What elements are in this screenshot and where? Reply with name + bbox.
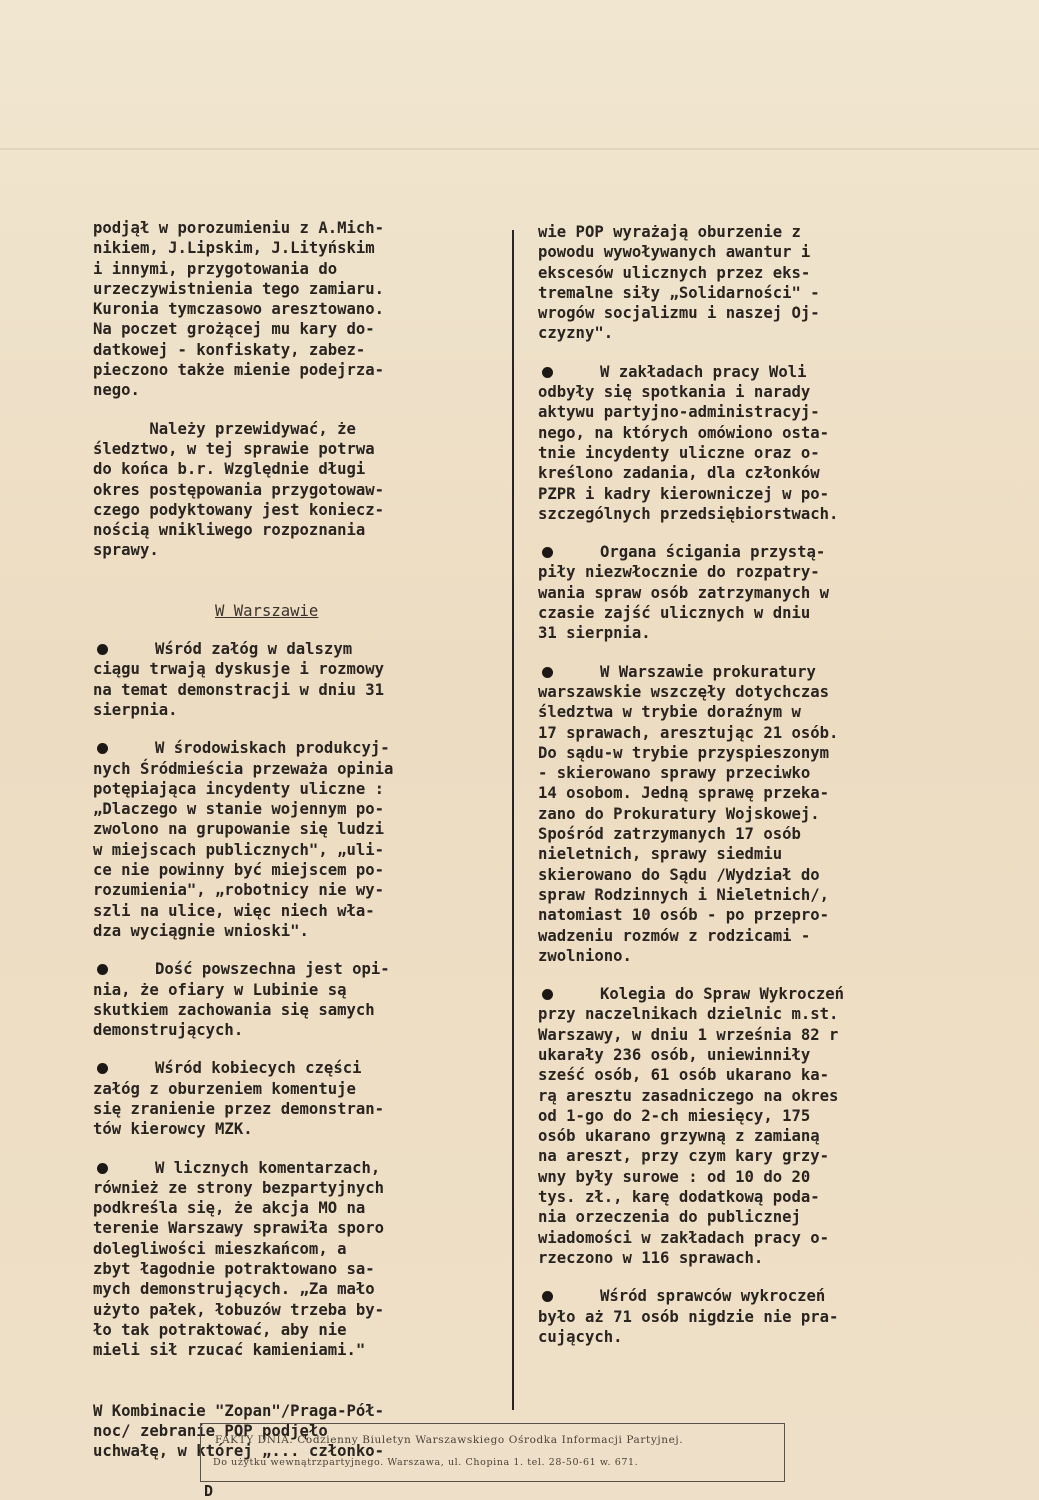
- text-line: przy naczelnikach dzielnic m.st.: [538, 1005, 839, 1024]
- bullet-icon: [542, 989, 553, 1000]
- left-para-2: [93, 419, 483, 561]
- text-line: nością wnikliwego rozpoznania: [93, 521, 366, 540]
- text-line: dza wyciągnie wnioski".: [93, 921, 309, 940]
- text-line: podkreśla się, że akcja MO na: [93, 1199, 366, 1218]
- text-line-content: Wśród sprawców wykroczeń: [553, 1287, 826, 1306]
- text-line: [538, 362, 928, 382]
- text-line: nego, na których omówiono osta-: [538, 423, 830, 442]
- text-line: skierowano do Sądu /Wydział do: [538, 865, 820, 884]
- text-line: Na poczet grożącej mu kary do-: [93, 320, 375, 339]
- text-line: kreślono zadania, dla członków: [538, 464, 820, 483]
- bullet-icon: [97, 964, 108, 975]
- text-line-content: W licznych komentarzach,: [108, 1158, 381, 1177]
- text-line: wrogów socjalizmu i naszej Oj-: [538, 304, 820, 323]
- text-line: nego.: [93, 381, 140, 400]
- text-line: ciągu trwają dyskusje i rozmowy: [93, 660, 385, 679]
- text-line: i innymi, przygotowania do: [93, 259, 338, 278]
- text-line: do końca b.r. Względnie długi: [93, 460, 366, 479]
- right-bullet-3: [538, 662, 928, 966]
- text-line: Warszawy, w dniu 1 września 82 r: [538, 1025, 839, 1044]
- paper-fold: [0, 148, 1039, 150]
- text-line: PZPR i kadry kierowniczej w po-: [538, 484, 830, 503]
- text-line: pieczono także mienie podejrza-: [93, 361, 385, 380]
- text-line: zano do Prokuratury Wojskowej.: [538, 804, 820, 823]
- text-line: nia, że ofiary w Lubinie są: [93, 980, 347, 999]
- right-bullet-2: [538, 542, 928, 643]
- text-line: wny były surowe : od 10 do 20: [538, 1167, 811, 1186]
- left-para-1: [93, 218, 483, 401]
- column-rule: [512, 230, 514, 1410]
- text-line: czasie zajść ulicznych w dniu: [538, 604, 811, 623]
- text-line: sprawy.: [93, 541, 159, 560]
- text-line: ekscesów ulicznych przez eks-: [538, 263, 811, 282]
- text-line: ukarały 236 osób, uniewinniły: [538, 1045, 811, 1064]
- text-line: okres postępowania przygotowaw-: [93, 480, 385, 499]
- text-line: użyto pałek, łobuzów trzeba by-: [93, 1300, 385, 1319]
- text-line: podjął w porozumieniu z A.Mich-: [93, 219, 385, 237]
- text-line: [93, 639, 483, 659]
- text-line: natomiast 10 osób - po przepro-: [538, 906, 830, 925]
- text-line: śledztwa w trybie doraźnym w: [538, 703, 801, 722]
- text-line: szczególnych przedsiębiorstwach.: [538, 504, 839, 523]
- text-line: zwolono na grupowanie się ludzi: [93, 820, 385, 839]
- text-line: mych demonstrujących. „Za mało: [93, 1280, 375, 1299]
- text-line: tys. zł., karę dodatkową poda-: [538, 1188, 820, 1207]
- text-line: W Kombinacie "Zopan"/Praga-Pół-: [93, 1401, 385, 1420]
- text-line: również ze strony bezpartyjnych: [93, 1178, 385, 1197]
- text-line: [538, 984, 928, 1004]
- text-line: noc/ zebranie POP podjęło: [93, 1421, 328, 1440]
- text-line: tnie incydenty uliczne oraz o-: [538, 443, 820, 462]
- text-line: [93, 1158, 483, 1178]
- text-line: demonstrujących.: [93, 1021, 244, 1040]
- left-bullet-1: [93, 639, 483, 720]
- right-bullet-1: [538, 362, 928, 524]
- text-line: [538, 1286, 928, 1306]
- text-line: [538, 542, 928, 562]
- bullet-icon: [542, 367, 553, 378]
- text-line-content: Wśród załóg w dalszym: [108, 640, 353, 659]
- text-line: czego podyktowany jest koniecz-: [93, 500, 385, 519]
- text-line: Kuronia tymczasowo aresztowano.: [93, 300, 385, 319]
- text-line: Należy przewidywać, że: [93, 419, 356, 438]
- right-para-1: [538, 222, 928, 344]
- text-line: śledztwo, w tej sprawie potrwa: [93, 439, 375, 458]
- footer-line-1: FAKTY DNIA. Codzienny Biuletyn Warszawskiego Ośrodka Informacji Partyjnej.: [215, 1434, 684, 1446]
- left-column: [93, 218, 483, 1461]
- text-line: na temat demonstracji w dniu 31: [93, 680, 385, 699]
- text-line: załóg z oburzeniem komentuje: [93, 1079, 356, 1098]
- text-line-content: Kolegia do Spraw Wykroczeń: [553, 985, 845, 1004]
- text-line-content: W Warszawie prokuratury: [553, 662, 816, 681]
- text-line: czyzny".: [538, 324, 614, 343]
- text-line: wania spraw osób zatrzymanych w: [538, 583, 830, 602]
- text-line-content: Organa ścigania przystą-: [553, 543, 826, 562]
- text-line-content: Dość powszechna jest opi-: [108, 960, 390, 979]
- left-bullet-4: [93, 1058, 483, 1139]
- text-line: rą aresztu zasadniczego na okres: [538, 1086, 839, 1105]
- text-line: nikiem, J.Lipskim, J.Lityńskim: [93, 239, 375, 258]
- text-line: osób ukarano grzywną z zamianą: [538, 1127, 820, 1146]
- text-line: [93, 1058, 483, 1078]
- text-line: nia orzeczenia do publicznej: [538, 1208, 801, 1227]
- text-line: spraw Rodzinnych i Nieletnich/,: [538, 885, 830, 904]
- text-line: cujących.: [538, 1327, 623, 1346]
- text-line: ło tak potraktować, aby nie: [93, 1320, 347, 1339]
- footer-imprint-box: [200, 1423, 785, 1482]
- text-line: od 1-go do 2-ch miesięcy, 175: [538, 1106, 811, 1125]
- text-line: odbyły się spotkania i narady: [538, 383, 811, 402]
- text-line: sześć osób, 61 osób ukarano ka-: [538, 1066, 830, 1085]
- text-line: - skierowano sprawy przeciwko: [538, 764, 811, 783]
- text-line: 31 sierpnia.: [538, 624, 651, 643]
- text-line: terenie Warszawy sprawiła sporo: [93, 1219, 385, 1238]
- text-line: skutkiem zachowania się samych: [93, 1000, 375, 1019]
- text-line: aktywu partyjno-administracyj-: [538, 403, 820, 422]
- text-line-content: W środowiskach produkcyj-: [108, 739, 390, 758]
- text-line: warszawskie wszczęły dotychczas: [538, 682, 830, 701]
- footer-line-2: Do użytku wewnątrzpartyjnego. Warszawa, ul. Chopina 1. tel. 28-50-61 w. 671.: [213, 1457, 639, 1468]
- text-line: wie POP wyrażają oburzenie z: [538, 223, 801, 241]
- text-line: [93, 738, 483, 758]
- left-bullet-5: [93, 1158, 483, 1361]
- bullet-icon: [542, 547, 553, 558]
- text-line: było aż 71 osób nigdzie nie pra-: [538, 1307, 839, 1326]
- text-line: sierpnia.: [93, 700, 178, 719]
- text-line: tów kierowcy MZK.: [93, 1120, 253, 1139]
- text-line: w miejscach publicznych", „uli-: [93, 840, 385, 859]
- text-line: Do sądu-w trybie przyspieszonym: [538, 743, 830, 762]
- text-line: na areszt, przy czym kary grzy-: [538, 1147, 830, 1166]
- text-line: uchwałę, w której „... członko-: [93, 1442, 385, 1461]
- bullet-icon: [97, 644, 108, 655]
- text-line: 14 osobom. Jedną sprawę przeka-: [538, 784, 830, 803]
- text-line: dolegliwości mieszkańcom, a: [93, 1239, 347, 1258]
- text-line: piły niezwłocznie do rozpatry-: [538, 563, 820, 582]
- text-line: 17 sprawach, aresztując 21 osób.: [538, 723, 839, 742]
- left-bullet-3: [93, 959, 483, 1040]
- text-line: „Dlaczego w stanie wojennym po-: [93, 800, 385, 819]
- section-heading-warszawa: W Warszawie: [215, 601, 319, 620]
- text-line: ce nie powinny być miejscem po-: [93, 861, 385, 880]
- text-line: nieletnich, sprawy siedmiu: [538, 845, 783, 864]
- text-line: szli na ulice, więc niech wła-: [93, 901, 375, 920]
- text-line: zbyt łagodnie potraktowano sa-: [93, 1260, 375, 1279]
- text-line: [93, 959, 483, 979]
- right-bullet-5: [538, 1286, 928, 1347]
- text-line: rozumienia", „robotnicy nie wy-: [93, 881, 385, 900]
- bullet-icon: [542, 1291, 553, 1302]
- text-line: nych Śródmieścia przeważa opinia: [93, 759, 394, 778]
- text-line: wiadomości w zakładach pracy o-: [538, 1228, 830, 1247]
- text-line: tremalne siły „Solidarności" -: [538, 283, 820, 302]
- bullet-icon: [542, 667, 553, 678]
- text-line: datkowej - konfiskaty, zabez-: [93, 340, 366, 359]
- text-line: mieli sił rzucać kamieniami.": [93, 1341, 366, 1360]
- text-line: urzeczywistnienia tego zamiaru.: [93, 279, 385, 298]
- bullet-icon: [97, 1063, 108, 1074]
- bullet-icon: [97, 1163, 108, 1174]
- right-bullet-4: [538, 984, 928, 1268]
- text-line: zwolniono.: [538, 946, 632, 965]
- right-column: [538, 222, 928, 1347]
- text-line: Spośród zatrzymanych 17 osób: [538, 825, 801, 844]
- text-line-content: W zakładach pracy Woli: [553, 362, 807, 381]
- text-line: potępiająca incydenty uliczne :: [93, 779, 385, 798]
- text-line: rzeczono w 116 sprawach.: [538, 1248, 764, 1267]
- text-line-content: Wśród kobiecych części: [108, 1059, 362, 1078]
- page-letter: D: [204, 1482, 214, 1500]
- text-line: [538, 662, 928, 682]
- text-line: powodu wywoływanych awantur i: [538, 243, 811, 262]
- bullet-icon: [97, 743, 108, 754]
- text-line: się zranienie przez demonstran-: [93, 1099, 385, 1118]
- left-bullet-2: [93, 738, 483, 941]
- text-line: wadzeniu rozmów z rodzicami -: [538, 926, 811, 945]
